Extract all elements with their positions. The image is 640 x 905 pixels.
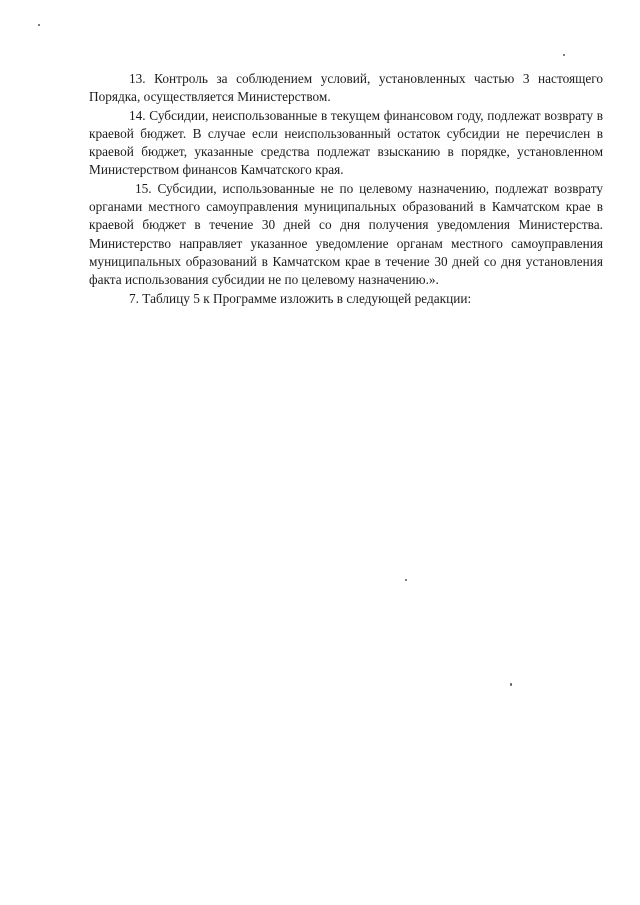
scan-speck xyxy=(563,54,565,56)
document-body xyxy=(89,70,603,308)
scan-speck xyxy=(510,683,512,686)
paragraph-15: 15. Субсидии, использованные не по целевому назначению, подлежат возврату органами местного самоуправления муниципальных образований в Камчатском крае в краевой бюджет в течение 30 дней со дня получения уведомления Министерства. Министерство направляет указанное уведомление органам местного самоуправления муниципальных образований в Камчатском крае в течение 30 дней со дня установления факта использования субсидии не по целевому назначению.». xyxy=(89,180,603,288)
paragraph-13: 13. Контроль за соблюдением условий, установленных частью 3 настоящего Порядка, осуществляется Министерством. xyxy=(89,71,603,105)
paragraph-14: 14. Субсидии, неиспользованные в текущем финансовом году, подлежат возврату в краевой бюджет. В случае если неиспользованный остаток субсидии не перечислен в краевой бюджет, указанные средства подлежат взысканию в порядке, установленном Министерством финансов Камчатского края. xyxy=(89,107,603,178)
scan-speck xyxy=(405,579,407,581)
paragraph-item-7: 7. Таблицу 5 к Программе изложить в следующей редакции: xyxy=(129,290,472,306)
scan-speck xyxy=(38,24,40,26)
